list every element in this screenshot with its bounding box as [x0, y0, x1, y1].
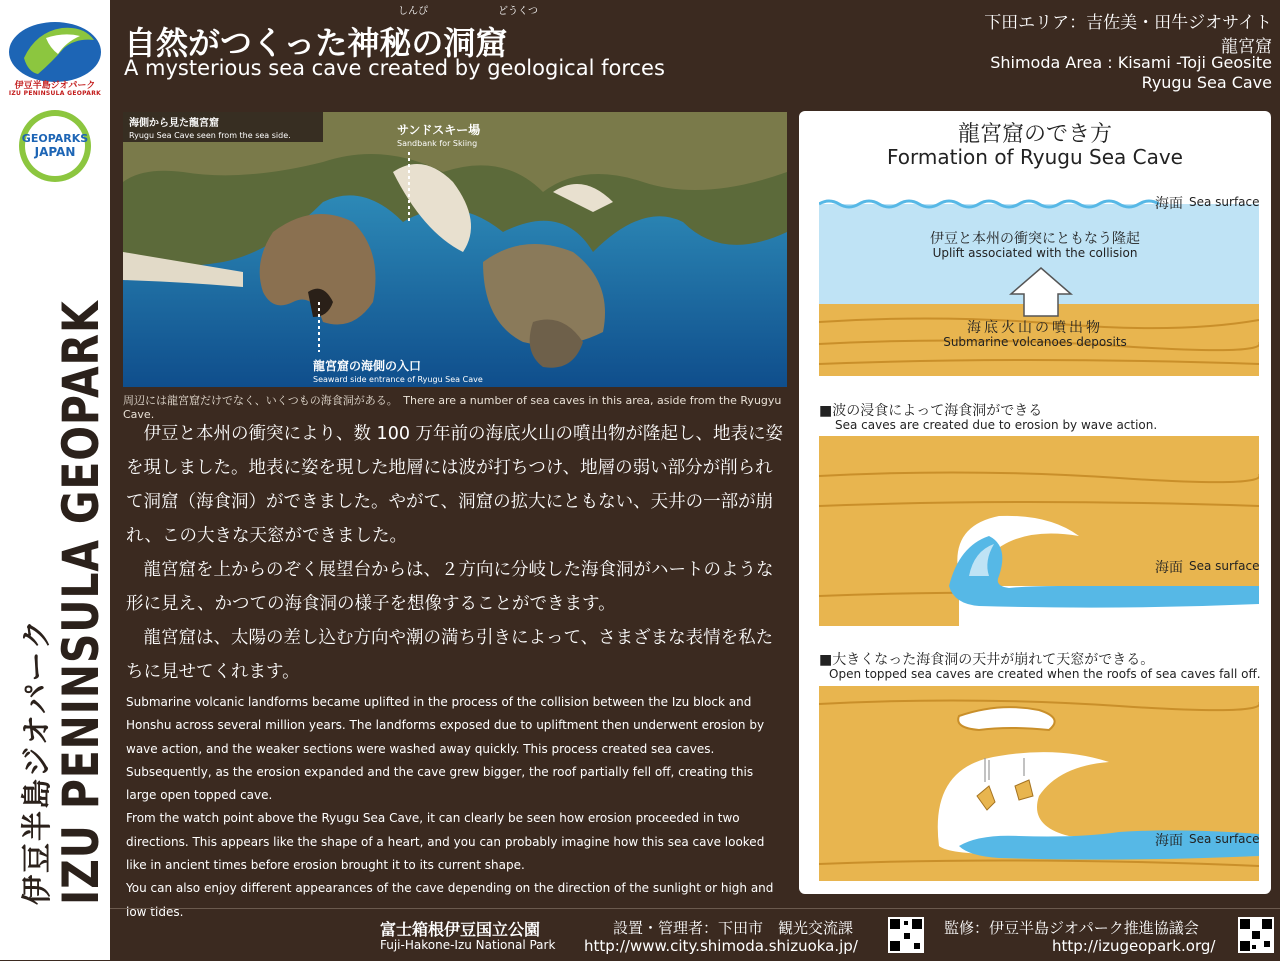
qr-code-icon[interactable]	[1238, 917, 1274, 953]
photo-entrance-label-ja: 龍宮窟の海側の入口	[313, 359, 422, 373]
step1-uplift-en: Uplift associated with the collision	[932, 246, 1138, 260]
logo-caption-en: IZU PENINSULA GEOPARK	[8, 90, 102, 97]
vertical-title-ja: 伊豆半島ジオパーク	[20, 617, 55, 905]
site-en: Ryugu Sea Cave	[1141, 73, 1272, 92]
erosion-diagram	[819, 436, 1259, 626]
formation-panel	[799, 111, 1271, 894]
step2-sea-surface-en: Sea surface	[1189, 559, 1260, 573]
logo-caption-ja: 伊豆半島ジオパーク	[14, 81, 96, 91]
uplift-diagram	[819, 196, 1259, 376]
body-paragraph-en: You can also enjoy different appearances of the cave depending on the direction of the sunlight or high and low tides.	[126, 881, 774, 919]
panel-title-en: Formation of Ryugu Sea Cave	[887, 145, 1183, 169]
badge-line2: JAPAN	[34, 145, 76, 159]
vertical-title	[20, 285, 110, 905]
site-ja: 龍宮窟	[1221, 37, 1272, 57]
ruby-shinpi: しんぴ	[398, 6, 428, 17]
park-name-en: Fuji-Hakone-Izu National Park	[380, 938, 556, 952]
step1-uplift-ja: 伊豆と本州の衝突にともなう隆起	[930, 231, 1140, 247]
body-paragraph-ja: 龍宮窟は、太陽の差し込む方向や潮の満ち引きによって、さまざまな表情を私たちに見せてくれます。	[126, 628, 774, 682]
body-text-ja	[126, 417, 786, 689]
aerial-photo	[123, 112, 787, 387]
body-paragraph-ja: 龍宮窟を上からのぞく展望台からは、２方向に分岐した海食洞がハートのような形に見え、かつての海食洞の様子を想像することができます。	[126, 560, 774, 614]
step3-heading-en: Open topped sea caves are created when the roofs of sea caves fall off.	[829, 667, 1261, 681]
area-ja: 下田エリア：吉佐美・田牛ジオサイト	[984, 13, 1272, 33]
photo-sand-label-ja: サンドスキー場	[397, 123, 481, 137]
supervisor-label: 監修：伊豆半島ジオパーク推進協議会	[944, 919, 1199, 937]
geoparks-japan-badge-icon	[17, 108, 93, 184]
photo-entrance-label-en: Seaward side entrance of Ryugu Sea Cave	[313, 375, 483, 384]
area-en: Shimoda Area : Kisami -Toji Geosite	[990, 53, 1272, 72]
manager-url[interactable]: http://www.city.shimoda.shizuoka.jp/	[584, 937, 858, 955]
step3-heading-ja: ■大きくなった海食洞の天井が崩れて天窓ができる。	[819, 652, 1155, 668]
photo-caption: 周辺には龍宮窟だけでなく、いくつもの海食洞がある。 There are a number of sea caves in this area, aside from the Ryugyu Cave.	[123, 394, 782, 421]
panel-title-ja: 龍宮窟のでき方	[957, 122, 1112, 147]
badge-line1: GEOPARKS	[21, 132, 89, 145]
page-title: 自然がつくった神秘の洞窟	[124, 24, 508, 62]
step1-deposit-en: Submarine volcanoes deposits	[943, 335, 1127, 349]
step3-sea-surface-en: Sea surface	[1189, 832, 1260, 846]
photo-corner-label-en: Ryugu Sea Cave seen from the sea side.	[129, 131, 291, 140]
step1-deposit-ja: 海底火山の噴出物	[967, 320, 1103, 336]
manager-label: 設置・管理者：下田市 観光交流課	[613, 919, 854, 937]
body-paragraph-en: From the watch point above the Ryugu Sea Cave, it can clearly be seen how erosion proceeded in two directions. This appears like the shape of a heart, and you can probably imagine how this sea cave looked like in ancient times before erosion brought it to its current shape.	[126, 811, 765, 873]
qr-code-icon[interactable]	[888, 917, 924, 953]
open-top-diagram	[819, 686, 1259, 881]
step2-sea-surface-ja: 海面	[1155, 560, 1183, 576]
body-text-en	[126, 691, 786, 924]
step2-heading-en: Sea caves are created due to erosion by wave action.	[835, 418, 1158, 432]
photo-corner-label-ja: 海側から見た龍宮窟	[129, 118, 219, 129]
step2-heading-ja: ■波の浸食によって海食洞ができる	[819, 403, 1043, 419]
page-subtitle: A mysterious sea cave created by geological forces	[124, 56, 665, 80]
sidebar	[0, 0, 110, 960]
step3-sea-surface-ja: 海面	[1155, 833, 1183, 849]
photo-sand-label-en: Sandbank for Skiing	[397, 139, 478, 148]
body-paragraph-en: Submarine volcanic landforms became uplifted in the process of the collision between the Izu block and Honshu across several million years. The landforms exposed due to upliftment then underwent erosion by wave action, and the weaker sections were washed away quickly. This process created sea caves. Subsequently, as the erosion expanded and the cave grew bigger, the roof partially fell off, creating this large open topped cave.	[126, 695, 765, 803]
vertical-title-en: IZU PENINSULA GEOPARK	[52, 300, 110, 905]
step1-sea-surface-en: Sea surface	[1189, 195, 1260, 209]
ruby-doukutsu: どうくつ	[498, 6, 538, 17]
supervisor-url[interactable]: http://izugeopark.org/	[1052, 937, 1216, 955]
park-name-ja: 富士箱根伊豆国立公園	[380, 920, 541, 939]
footer	[110, 908, 1280, 961]
body-paragraph-ja: 伊豆と本州の衝突により、数 100 万年前の海底火山の噴出物が隆起し、地表に姿を現しました。地表に姿を現した地層には波が打ちつけ、地層の弱い部分が削られて洞窟（海食洞）ができました。やがて、洞窟の拡大にともない、天井の一部が崩れ、この大きな天窓ができました。	[126, 424, 784, 546]
step1-sea-surface-ja: 海面	[1155, 196, 1183, 212]
